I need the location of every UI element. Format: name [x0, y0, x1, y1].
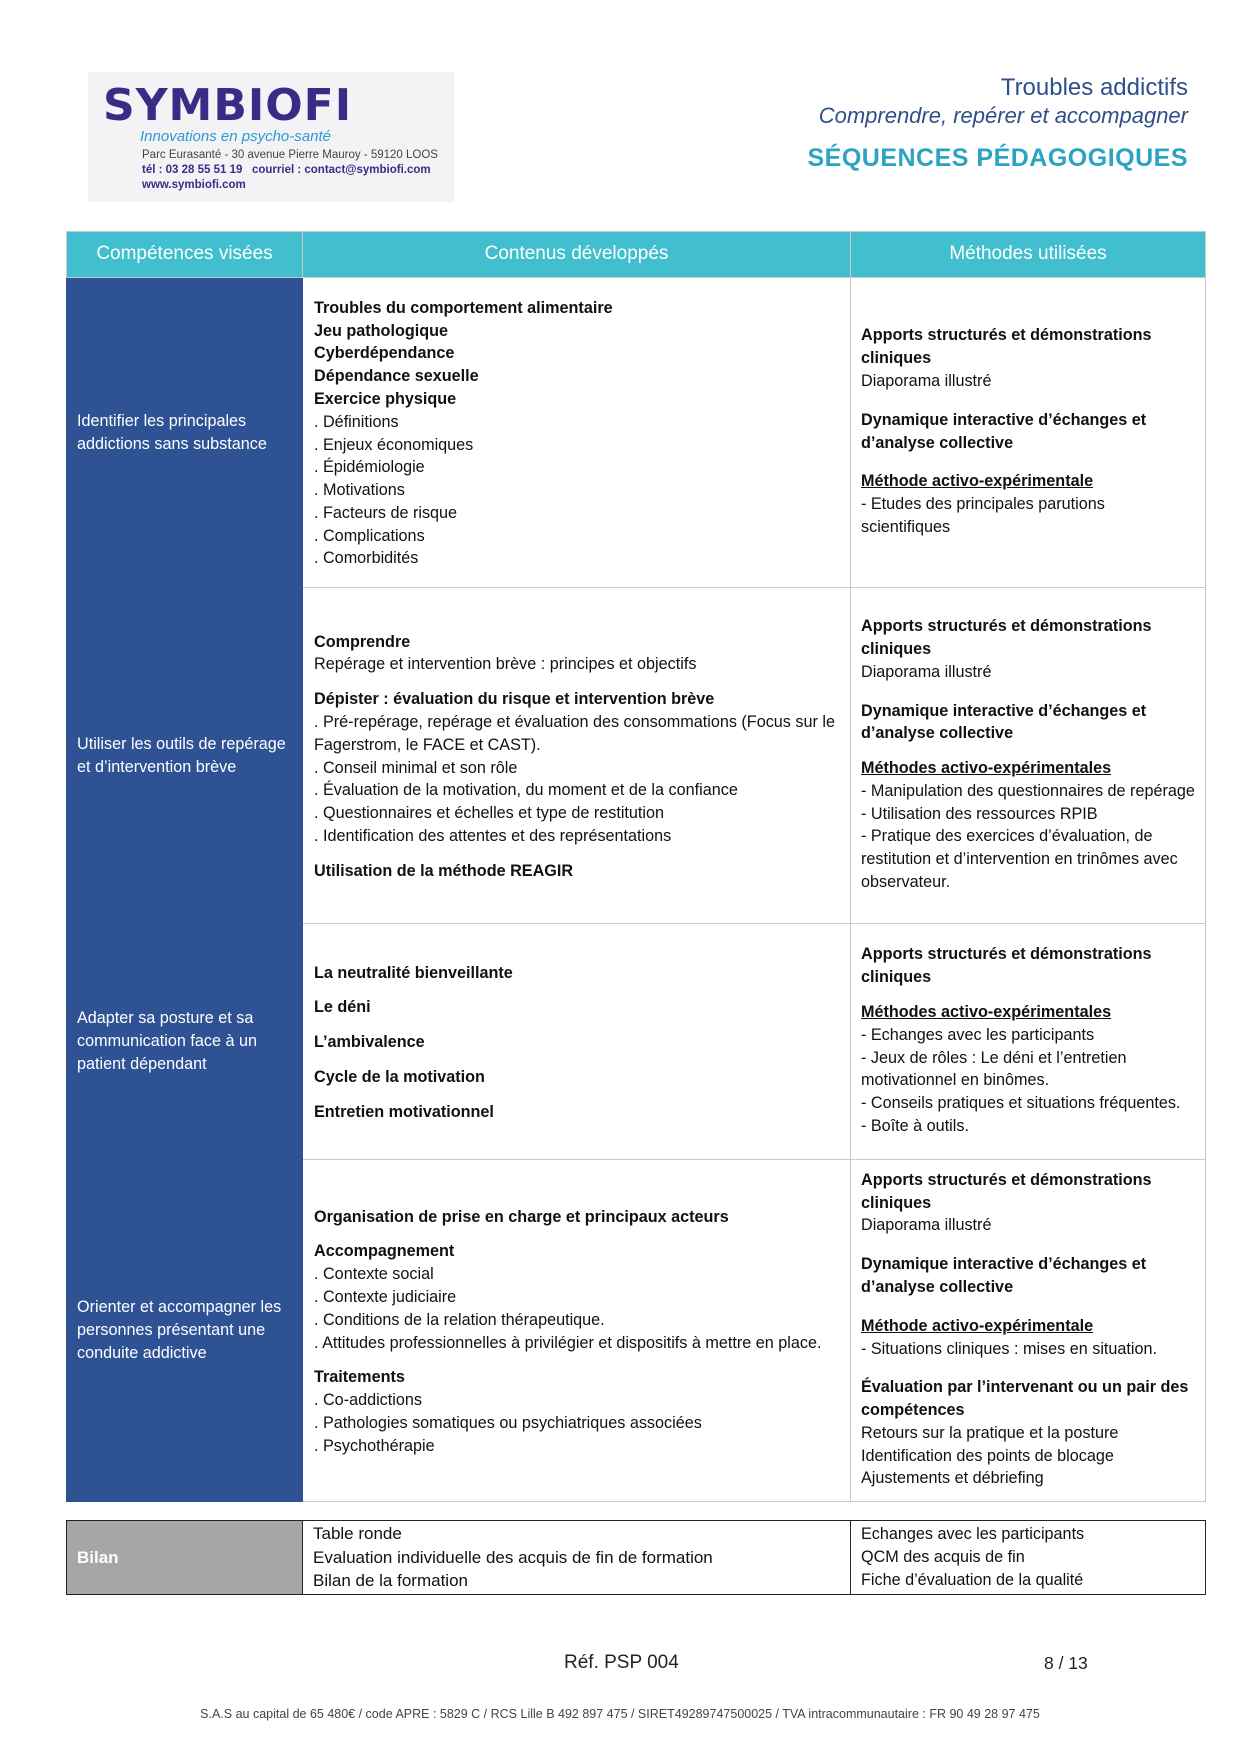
sequences-table	[66, 231, 1206, 1502]
legal-footer: S.A.S au capital de 65 480€ / code APRE : 5829 C / RCS Lille B 492 897 475 / SIRET49289747500025 / TVA intracommunautaire : FR 90 49 28 97 475	[200, 1707, 1040, 1721]
content-heading: Dépister : évaluation du risque et intervention brève	[314, 690, 715, 709]
method-title: Apports structurés et démonstrations cliniques	[861, 326, 1152, 368]
method-item: - Conseils pratiques et situations fréquentes.	[861, 1094, 1181, 1113]
content-item: . Épidémiologie	[314, 458, 425, 477]
document-reference: Réf. PSP 004	[564, 1652, 679, 1673]
content-heading: Troubles du comportement alimentaire	[314, 298, 613, 317]
method-item: - Jeux de rôles : Le déni et l’entretien motivationnel en binômes.	[861, 1048, 1127, 1090]
content-item: . Définitions	[314, 412, 399, 431]
content-item: Repérage et intervention brève : principes et objectifs	[314, 655, 697, 674]
method-item: - Utilisation des ressources RPIB	[861, 804, 1098, 823]
method-item: Diaporama illustré	[861, 371, 992, 390]
bilan-item: Evaluation individuelle des acquis de fin de formation	[313, 1547, 713, 1567]
method-item: Retours sur la pratique et la posture	[861, 1423, 1119, 1442]
address-line: Parc Eurasanté - 30 avenue Pierre Mauroy - 59120 LOOS	[142, 149, 438, 161]
method-item: Diaporama illustré	[861, 662, 992, 681]
content-item: . Pré-repérage, repérage et évaluation des consommations (Focus sur le Fagerstrom, le FACE et CAST).	[314, 712, 835, 754]
content-item: . Contexte judiciaire	[314, 1287, 457, 1306]
content-item: . Psychothérapie	[314, 1436, 435, 1455]
table-row	[67, 588, 1206, 924]
method-title: Apports structurés et démonstrations cliniques	[861, 617, 1152, 658]
method-item: - Echanges avec les participants	[861, 1025, 1095, 1044]
method-item: Identification des points de blocage	[861, 1446, 1114, 1465]
email: courriel : contact@symbiofi.com	[251, 164, 431, 176]
method-item: Diaporama illustré	[861, 1216, 992, 1235]
content-heading: Exercice physique	[314, 389, 457, 408]
header-contenus: Contenus développés	[303, 232, 851, 278]
content-heading: La neutralité bienveillante	[314, 963, 513, 982]
bilan-table	[66, 1520, 1206, 1595]
method-title: Méthodes activo-expérimentales	[861, 759, 1112, 778]
table-header-row	[67, 232, 1206, 278]
bilan-item: Echanges avec les participants	[861, 1525, 1085, 1543]
content-heading: Traitements	[314, 1368, 405, 1387]
content-heading: Dépendance sexuelle	[314, 367, 479, 386]
content-item: . Facteurs de risque	[314, 503, 458, 522]
content-item: . Conditions de la relation thérapeutique.	[314, 1310, 605, 1329]
table-row	[67, 278, 1206, 588]
methodes-cell	[851, 278, 1206, 588]
contenus-cell	[303, 924, 851, 1160]
website: www.symbiofi.com	[142, 179, 246, 191]
content-item: . Co-addictions	[314, 1391, 422, 1410]
content-heading: Jeu pathologique	[314, 321, 448, 340]
competence-cell: Adapter sa posture et sa communication face à un patient dépendant	[67, 924, 303, 1160]
section-title: SÉQUENCES PÉDAGOGIQUES	[807, 144, 1188, 172]
content-item: . Questionnaires et échelles et type de restitution	[314, 804, 665, 823]
bilan-item: Table ronde	[313, 1524, 402, 1544]
bilan-item: Fiche d’évaluation de la qualité	[861, 1571, 1084, 1589]
page-number: 8 / 13	[1044, 1653, 1088, 1673]
content-item: . Motivations	[314, 481, 405, 500]
contenus-cell	[303, 278, 851, 588]
contenus-cell	[303, 588, 851, 924]
bilan-contenus	[303, 1521, 851, 1595]
content-item: . Pathologies somatiques ou psychiatriques associées	[314, 1413, 702, 1432]
content-heading: Entretien motivationnel	[314, 1102, 494, 1121]
method-title: Dynamique interactive d’échanges et d’analyse collective	[861, 1255, 1147, 1296]
methodes-cell	[851, 588, 1206, 924]
competence-cell: Utiliser les outils de repérage et d’intervention brève	[67, 588, 303, 924]
table-row	[67, 1521, 1206, 1595]
table-row	[67, 1160, 1206, 1502]
method-title: Méthode activo-expérimentale	[861, 472, 1094, 491]
method-title: Apports structurés et démonstrations cliniques	[861, 1170, 1152, 1212]
bilan-methodes	[851, 1521, 1206, 1595]
content-heading: Comprendre	[314, 632, 411, 651]
methodes-cell	[851, 924, 1206, 1160]
bilan-label: Bilan	[67, 1521, 303, 1595]
bilan-item: QCM des acquis de fin	[861, 1548, 1025, 1566]
doc-subtitle: Comprendre, repérer et accompagner	[818, 103, 1188, 128]
phone: tél : 03 28 55 51 19	[142, 164, 243, 176]
content-item: . Attitudes professionnelles à privilégier et dispositifs à mettre en place.	[314, 1333, 822, 1352]
header-methodes: Méthodes utilisées	[851, 232, 1206, 278]
content-heading: Le déni	[314, 998, 371, 1017]
content-heading: Cycle de la motivation	[314, 1067, 485, 1086]
document-header	[807, 74, 1188, 173]
content-heading: Accompagnement	[314, 1242, 455, 1261]
content-heading: Organisation de prise en charge et principaux acteurs	[314, 1207, 729, 1226]
logo-tagline: Innovations en psycho-santé	[140, 128, 331, 145]
contenus-cell	[303, 1160, 851, 1502]
method-title: Dynamique interactive d’échanges et d’analyse collective	[861, 701, 1147, 743]
company-logo	[88, 72, 454, 202]
method-title: Évaluation par l’intervenant ou un pair des compétences	[861, 1378, 1189, 1420]
method-title: Apports structurés et démonstrations cliniques	[861, 945, 1152, 987]
header-competences: Compétences visées	[67, 232, 303, 278]
table-row	[67, 924, 1206, 1160]
content-item: . Comorbidités	[314, 549, 419, 568]
method-item: - Etudes des principales parutions scientifiques	[861, 495, 1105, 536]
bilan-item: Bilan de la formation	[313, 1571, 468, 1591]
logo-wordmark: SYMBIOFI	[103, 80, 353, 131]
content-item: . Identification des attentes et des représentations	[314, 826, 672, 845]
content-item: . Conseil minimal et son rôle	[314, 758, 518, 777]
method-title: Dynamique interactive d’échanges et d’analyse collective	[861, 410, 1147, 452]
competence-cell: Identifier les principales addictions sans substance	[67, 278, 303, 588]
content-item: . Complications	[314, 526, 425, 545]
content-heading: Cyberdépendance	[314, 344, 455, 363]
competence-cell: Orienter et accompagner les personnes présentant une conduite addictive	[67, 1160, 303, 1502]
method-item: Ajustements et débriefing	[861, 1469, 1044, 1488]
method-title: Méthode activo-expérimentale	[861, 1316, 1094, 1335]
method-title: Méthodes activo-expérimentales	[861, 1002, 1112, 1021]
content-item: . Enjeux économiques	[314, 435, 474, 454]
method-item: - Situations cliniques : mises en situation.	[861, 1339, 1158, 1358]
content-heading: Utilisation de la méthode REAGIR	[314, 861, 574, 880]
doc-title: Troubles addictifs	[1000, 74, 1188, 101]
method-item: - Boîte à outils.	[861, 1116, 969, 1135]
method-item: - Manipulation des questionnaires de repérage	[861, 781, 1195, 800]
company-address	[142, 148, 438, 193]
methodes-cell	[851, 1160, 1206, 1502]
content-item: . Contexte social	[314, 1265, 434, 1284]
content-heading: L’ambivalence	[314, 1033, 425, 1052]
method-item: - Pratique des exercices d’évaluation, de restitution et d’intervention en trinômes avec observateur.	[861, 827, 1178, 892]
content-item: . Évaluation de la motivation, du moment et de la confiance	[314, 781, 738, 800]
